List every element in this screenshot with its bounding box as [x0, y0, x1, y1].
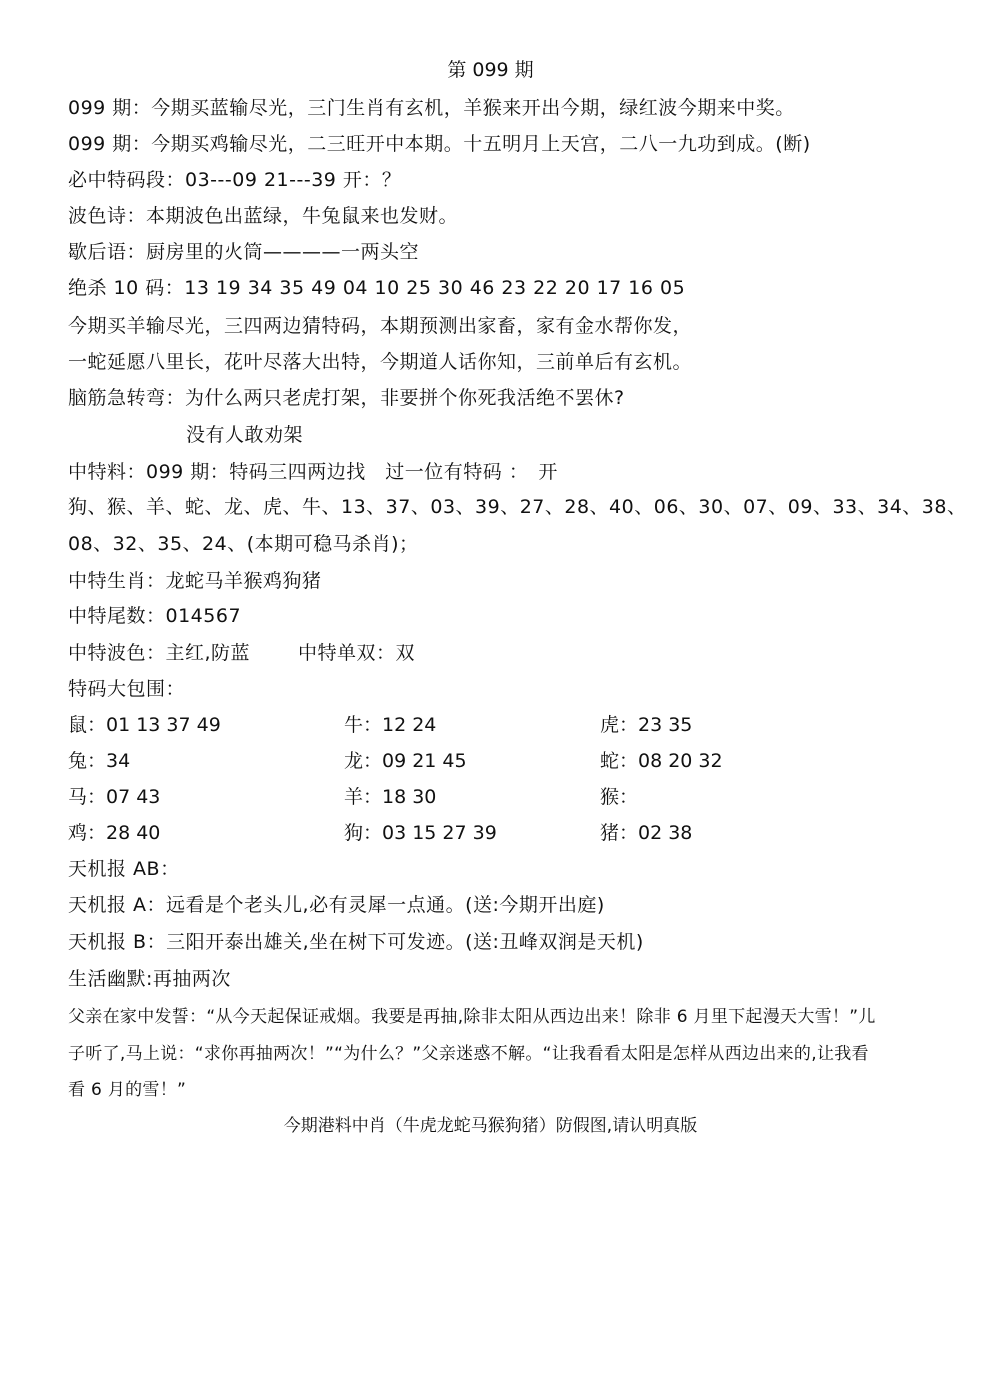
zodiac-cell: 龙：09 21 45	[344, 750, 467, 772]
zodiac-cell: 牛：12 24	[344, 714, 437, 736]
tianji-b: 天机报 B：三阳开泰出雄关,坐在树下可发迹。(送:丑峰双润是天机)	[68, 931, 644, 953]
humor-title: 生活幽默:再抽两次	[68, 968, 231, 990]
brain-teaser-answer: 没有人敢劝架	[186, 424, 304, 446]
zodiac-cell: 羊：18 30	[344, 786, 437, 808]
special-color-odd-even	[68, 638, 415, 665]
tianji-a: 天机报 A：远看是个老头儿,必有灵犀一点通。(送:今期开出庭)	[68, 894, 605, 916]
zodiac-cell: 鸡：28 40	[68, 822, 161, 844]
number-list-2: 08、32、35、24、(本期可稳马杀肖)；	[68, 533, 419, 555]
zodiac-cell: 狗：03 15 27 39	[344, 822, 497, 844]
brain-teaser: 脑筋急转弯：为什么两只老虎打架，非要拼个你死我活绝不罢休?	[68, 387, 625, 409]
kill-ten-codes: 绝杀 10 码：13 19 34 35 49 04 10 25 30 46 23 22 20 17 16 05	[68, 277, 686, 299]
zodiac-cell: 鼠：01 13 37 49	[68, 714, 221, 736]
poem-line-4: 一蛇延愿八里长，花叶尽落大出特，今期道人话你知，三前单后有玄机。	[68, 351, 693, 373]
poem-line-2: 099 期：今期买鸡输尽光，二三旺开中本期。十五明月上天宫，二八一九功到成。(断)	[68, 133, 811, 155]
humor-paragraph-2: 子听了,马上说：“求你再抽两次！”“为什么？”父亲迷惑不解。“让我看看太阳是怎样从西边出来的,让我看	[68, 1044, 869, 1064]
special-odd-even: 中特单双：双	[298, 642, 416, 664]
humor-paragraph-3: 看 6 月的雪！”	[68, 1080, 187, 1100]
special-color: 中特波色：主红,防蓝	[68, 642, 251, 664]
special-zodiac: 中特生肖：龙蛇马羊猴鸡狗猪	[68, 570, 322, 592]
special-material: 中特料：099 期：特码三四两边找 过一位有特码 ： 开	[68, 461, 558, 483]
footer-note: 今期港料中肖（牛虎龙蛇马猴狗猪）防假图,请认明真版	[283, 1116, 698, 1136]
issue-title: 第 099 期	[447, 59, 534, 81]
zodiac-cell: 猴：	[600, 786, 639, 808]
zodiac-cell: 兔：34	[68, 750, 131, 772]
xiehouyu: 歇后语：厨房里的火筒————一两头空	[68, 241, 420, 263]
poem-line-1: 099 期：今期买蓝输尽光，三门生肖有玄机，羊猴来开出今期，绿红波今期来中奖。	[68, 97, 795, 119]
zodiac-grid-title: 特码大包围：	[68, 678, 186, 700]
zodiac-cell: 虎：23 35	[600, 714, 693, 736]
number-list-1: 狗、猴、羊、蛇、龙、虎、牛、13、37、03、39、27、28、40、06、30、07、09、33、34、38、	[68, 496, 967, 518]
color-poem: 波色诗：本期波色出蓝绿，牛兔鼠来也发财。	[68, 205, 459, 227]
humor-paragraph-1: 父亲在家中发誓：“从今天起保证戒烟。我要是再抽,除非太阳从西边出来！除非 6 月里下起漫天大雪！”儿	[68, 1007, 876, 1027]
zodiac-cell: 猪：02 38	[600, 822, 693, 844]
poem-line-3: 今期买羊输尽光，三四两边猜特码，本期预测出家畜，家有金水帮你发，	[68, 315, 693, 337]
special-code-range: 必中特码段：03---09 21---39 开：？	[68, 169, 402, 191]
zodiac-cell: 马：07 43	[68, 786, 161, 808]
tianji-header: 天机报 AB：	[68, 858, 180, 880]
zodiac-cell: 蛇：08 20 32	[600, 750, 723, 772]
special-tail-numbers: 中特尾数：014567	[68, 605, 242, 627]
